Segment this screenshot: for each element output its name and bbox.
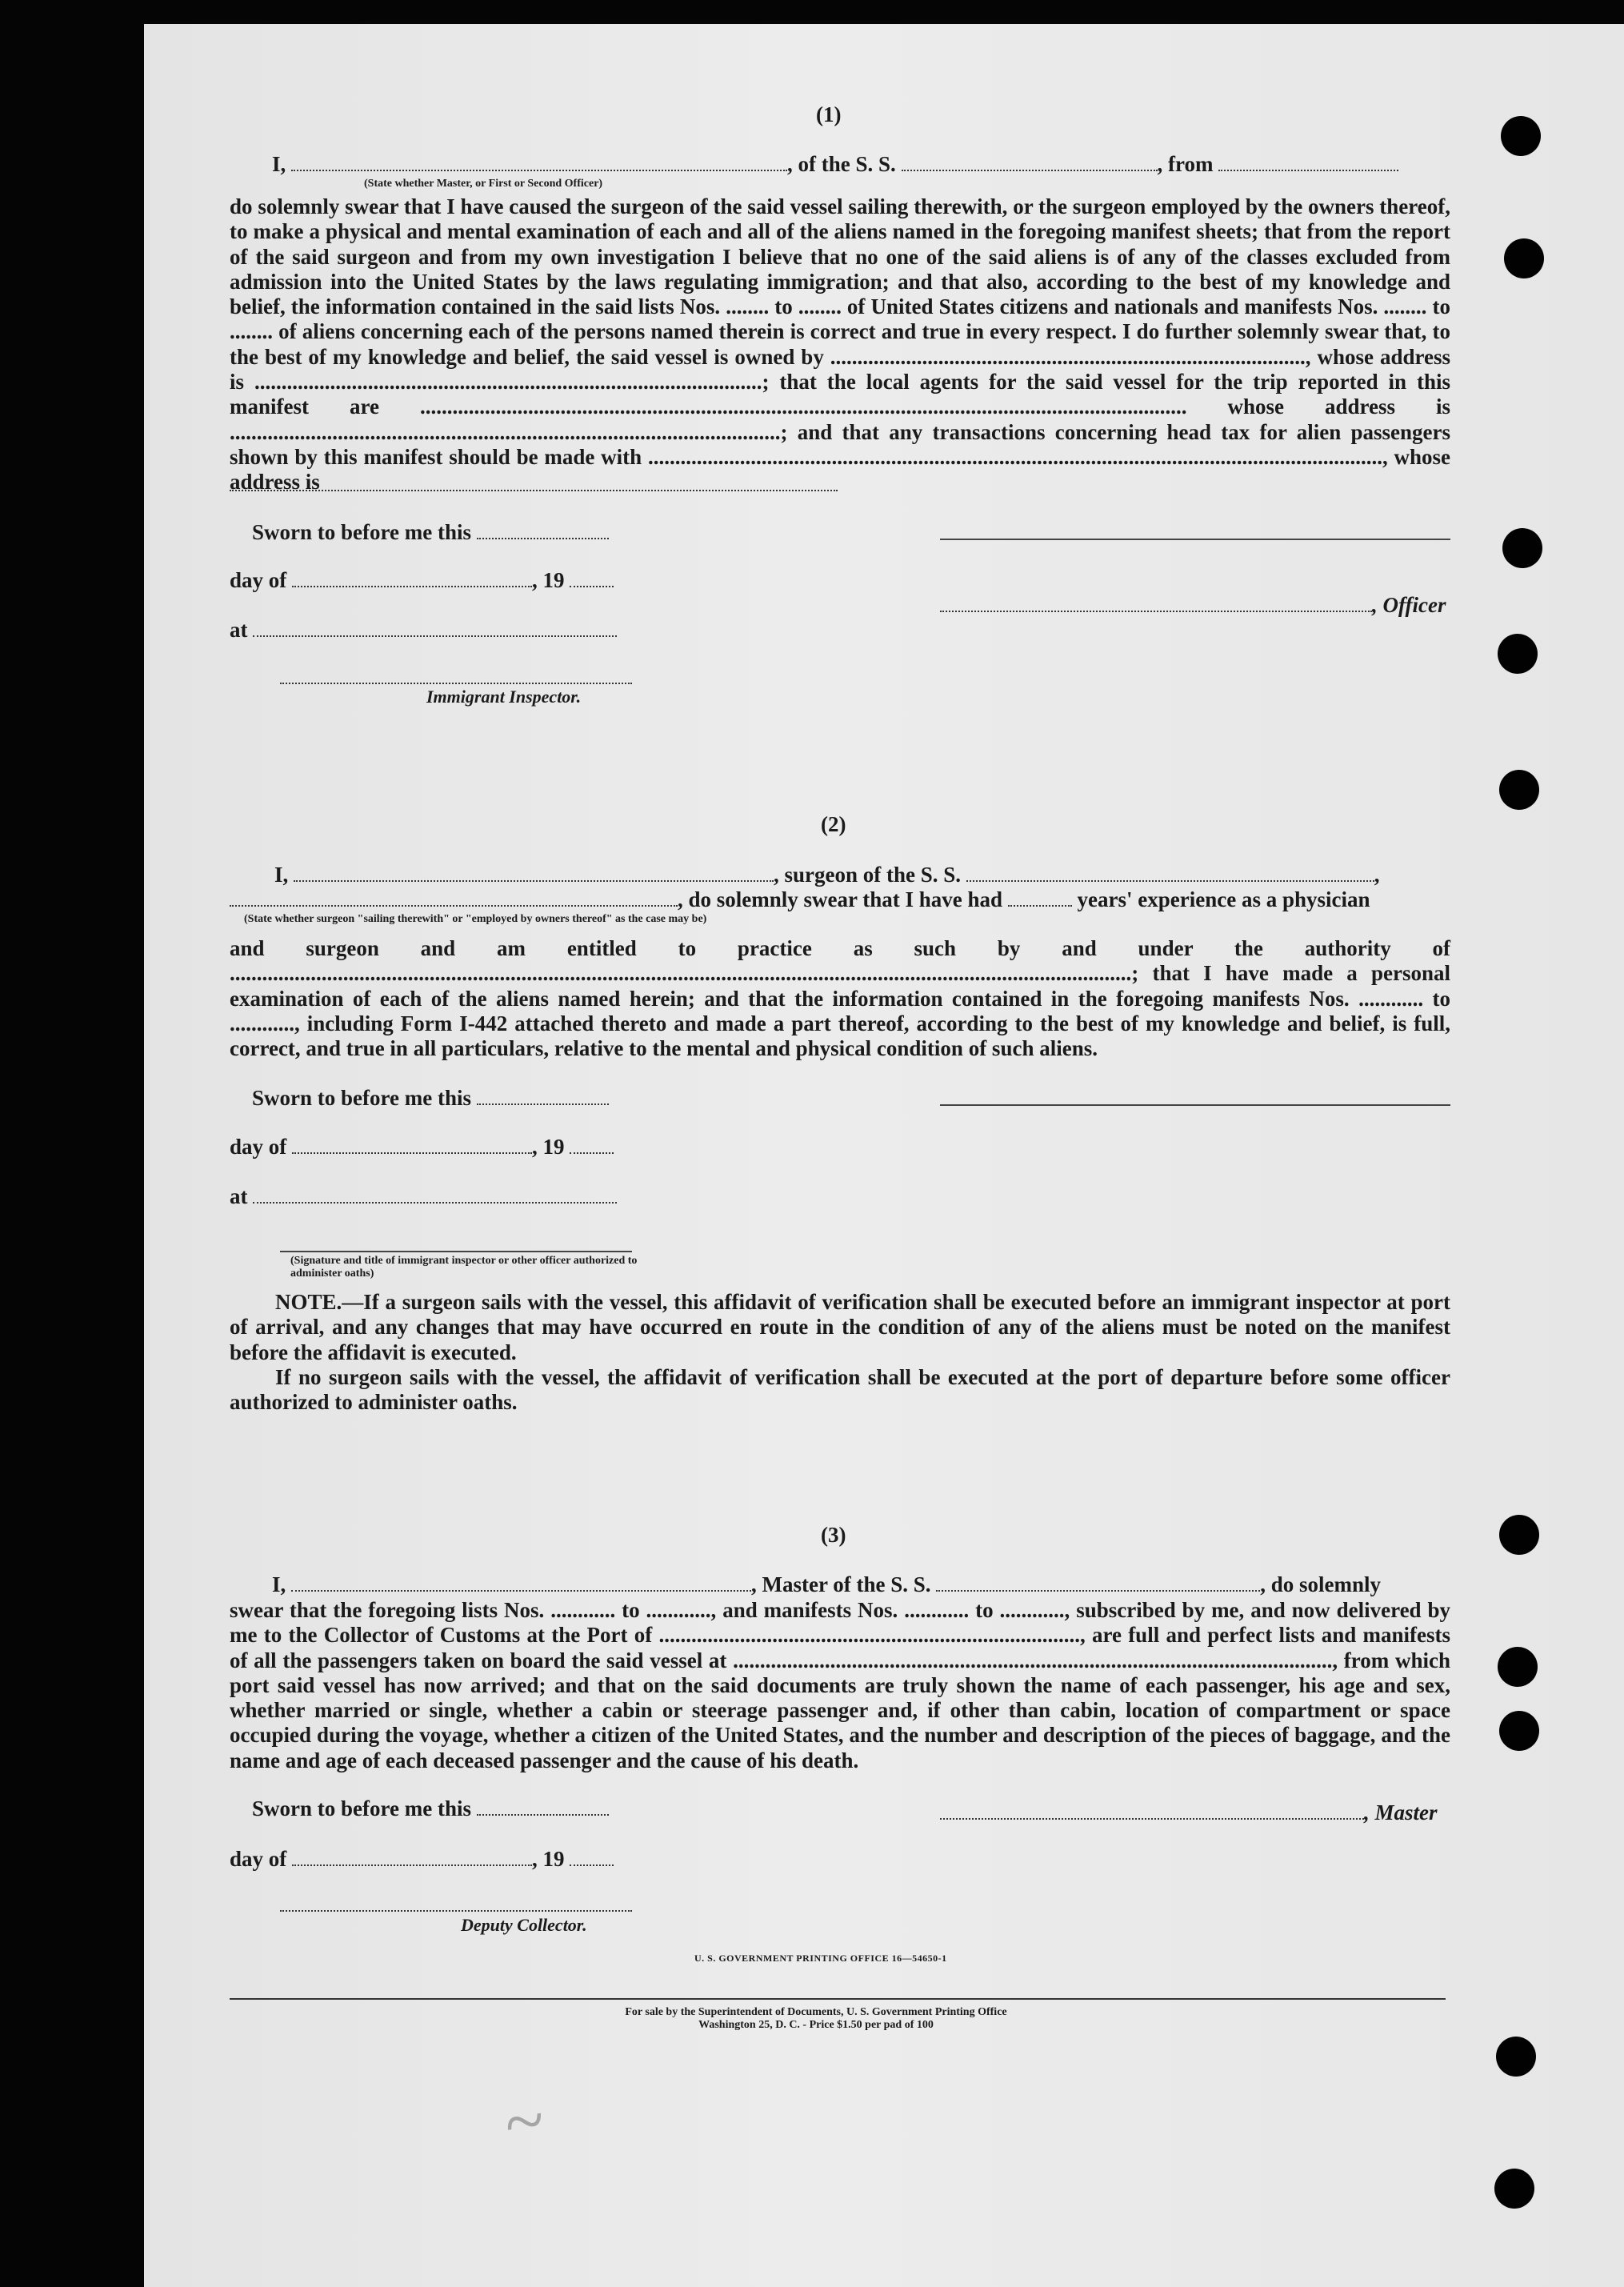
departure-port-field[interactable] [1218, 168, 1398, 171]
line-prefix: I, [272, 1572, 286, 1596]
at-line [230, 1184, 617, 1209]
day-of-label: day of [230, 1135, 287, 1159]
at-place-field[interactable] [253, 1200, 617, 1204]
sworn-label: Sworn to before me this [252, 1796, 471, 1820]
section-3-paragraph [230, 1598, 1450, 1773]
punch-hole [1499, 770, 1539, 810]
month-field[interactable] [292, 584, 532, 587]
year-field[interactable] [570, 584, 614, 587]
year-label: , 19 [532, 1847, 565, 1871]
master-vessel-field[interactable] [936, 1588, 1260, 1592]
inspector-caption: Immigrant Inspector. [426, 687, 582, 707]
punch-hole [1494, 2169, 1534, 2209]
section-3-number: (3) [821, 1523, 846, 1547]
line-prefix: I, [274, 863, 289, 887]
day-of-line [230, 568, 614, 593]
punch-hole [1501, 116, 1541, 156]
surgeon-name-field[interactable] [294, 879, 774, 882]
section-2-paragraph [230, 936, 1450, 1061]
punch-hole [1498, 1647, 1538, 1687]
sworn-line [252, 1796, 609, 1821]
master-signature-line [940, 1800, 1438, 1825]
master-label: , Master [1364, 1800, 1438, 1824]
officer-signature-line[interactable] [940, 539, 1450, 540]
line-end: years' experience as a physician [1077, 887, 1370, 911]
year-label: , 19 [532, 568, 565, 592]
surgeon-vessel-field[interactable] [966, 879, 1374, 882]
month-field[interactable] [292, 1151, 532, 1154]
administering-officer-signature-line[interactable] [280, 1251, 632, 1252]
punch-hole [1502, 528, 1542, 568]
surgeon-oath-text: and surgeon and am entitled to practice as such by and under the authority of .......................................................................................................................................................................; that I have made a personal examination of each of the aliens named herein; and that the information contained in the foregoing manifests Nos. ............ to ............, including Form I-442 attached thereto and made a part thereof, according to the best of my knowledge and belief, is full, correct, and true in all particulars, relative to the mental and physical condition of such aliens. [230, 936, 1450, 1061]
day-of-line [230, 1135, 614, 1160]
officer-title-line [940, 593, 1446, 618]
oath-text: do solemnly swear that I have caused the surgeon of the said vessel sailing therewith, or the surgeon employed by the owners thereof, to make a physical and mental examination of each and all of the aliens named in the foregoing manifest sheets; that from the report of the said surgeon and from my own investigation I believe that no one of the said aliens is of any of the classes excluded from admission into the United States by the laws regulating immigration; and that also, according to the best of my knowledge and belief, the information contained in the said lists Nos. ........ to ........ of United States citizens and nationals and manifests Nos. ........ to ........ of aliens concerning each of the persons named therein is correct and true in every respect. I do further solemnly swear that, to the best of my knowledge and belief, the said vessel is owned by ........................................................................................, whose address is ..............................................................................................; that the local agents for the said vessel for the trip reported in this manifest are .............................................................................................................................................. whose address is ......................................................................................................; and that any transactions concerning head tax for alien passengers shown by this manifest should be made with ........................................................................................................................................, whose address is [230, 194, 1450, 495]
punch-hole [1499, 1711, 1539, 1751]
officer-caption: (State whether Master, or First or Second Officer) [364, 178, 603, 190]
signature-caption: (Signature and title of immigrant inspector or other officer authorized to administer oaths) [290, 1255, 638, 1280]
sworn-day-field[interactable] [477, 536, 609, 539]
sworn-label: Sworn to before me this [252, 1086, 471, 1110]
year-label: , 19 [532, 1135, 565, 1159]
section-1-number: (1) [816, 102, 842, 126]
section-2-oath-line-1: I, , surgeon of the S. S. , [274, 863, 1380, 887]
punch-hole [1504, 238, 1544, 278]
line-end: , from [1157, 152, 1214, 176]
master-name-field[interactable] [291, 1588, 751, 1592]
month-field[interactable] [292, 1863, 532, 1866]
sworn-line [252, 520, 609, 545]
footer-notice [480, 2006, 1152, 2032]
at-label: at [230, 618, 248, 642]
master-signature-field[interactable] [940, 1816, 1364, 1820]
punch-hole [1496, 2037, 1536, 2077]
collector-signature-line[interactable] [280, 1910, 632, 1912]
years-experience-field[interactable] [1008, 903, 1072, 907]
sworn-label: Sworn to before me this [252, 520, 471, 544]
officer-label: , Officer [1372, 593, 1446, 617]
punch-hole [1498, 634, 1538, 674]
footer-line-1: For sale by the Superintendent of Documents, U. S. Government Printing Office [625, 2006, 1007, 2018]
section-3-oath-line [272, 1572, 1381, 1597]
sworn-day-field[interactable] [477, 1812, 609, 1816]
collector-caption: Deputy Collector. [461, 1915, 587, 1935]
master-oath-text: swear that the foregoing lists Nos. ............ to ............, and manifests Nos. ............ to ............, subscribed by me, and now delivered by me to the Collector of Customs at the Port of .............................................................................., are full and perfect lists and manifests of all the passengers taken on board the said vessel at ..............................................................................................................., from which port said vessel has now arrived; and that on the said documents are truly shown the name of each passenger, his age and sex, whether married or single, whether a cabin or steerage passenger and, if other than cabin, location of compartment or space occupied during the voyage, whether a citizen of the United States, and the number and description of the pieces of baggage, and the name and age of each deceased passenger and the cause of his death. [230, 1598, 1450, 1772]
section-2-oath-line-2 [230, 887, 1370, 912]
line-mid: , do solemnly swear that I have had [678, 887, 1003, 911]
line-prefix: I, [272, 152, 286, 176]
footer-line-2: Washington 25, D. C. - Price $1.50 per pad of 100 [698, 2019, 934, 2031]
day-of-line [230, 1847, 614, 1872]
officer-title-field[interactable] [940, 609, 1372, 612]
surgeon-signature-line[interactable] [940, 1104, 1450, 1106]
line-end: , do solemnly [1260, 1572, 1382, 1596]
officer-name-field[interactable] [291, 168, 787, 171]
note-block [230, 1290, 1450, 1415]
footer-rule [230, 1998, 1446, 2000]
at-place-field[interactable] [253, 634, 617, 637]
sworn-day-field[interactable] [477, 1102, 609, 1105]
printer-line: U. S. GOVERNMENT PRINTING OFFICE 16—54650-1 [694, 1953, 947, 1964]
year-field[interactable] [570, 1151, 614, 1154]
line-mid: , of the S. S. [787, 152, 896, 176]
at-line [230, 618, 617, 643]
vessel-name-field[interactable] [902, 168, 1158, 171]
note-paragraph-2: If no surgeon sails with the vessel, the affidavit of verification shall be executed at the port of departure before some officer authorized to administer oaths. [230, 1364, 1450, 1415]
section-2-number: (2) [821, 812, 846, 836]
sworn-line [252, 1086, 609, 1111]
day-of-label: day of [230, 1847, 287, 1871]
surgeon-caption: (State whether surgeon "sailing therewith" or "employed by owners thereof" as the case may be) [244, 913, 707, 925]
section-1-oath-line [272, 152, 1398, 177]
line-mid: , Master of the S. S. [751, 1572, 931, 1596]
note-paragraph-1: NOTE.—If a surgeon sails with the vessel, this affidavit of verification shall be executed before an immigrant inspector at port of arrival, and any changes that may have occurred en route in the condition of any of the aliens must be noted on the manifest before the affidavit is executed. [230, 1290, 1450, 1364]
surgeon-status-field[interactable] [230, 903, 678, 907]
at-label: at [230, 1184, 248, 1208]
section-1-paragraph [230, 194, 1450, 495]
day-of-label: day of [230, 568, 287, 592]
bleed-through-mark: ~ [498, 2080, 549, 2164]
address-continuation-line[interactable] [230, 490, 838, 491]
inspector-signature-line[interactable] [280, 683, 632, 684]
year-field[interactable] [570, 1863, 614, 1866]
punch-hole [1499, 1515, 1539, 1555]
line-mid: , surgeon of the S. S. [774, 863, 962, 887]
